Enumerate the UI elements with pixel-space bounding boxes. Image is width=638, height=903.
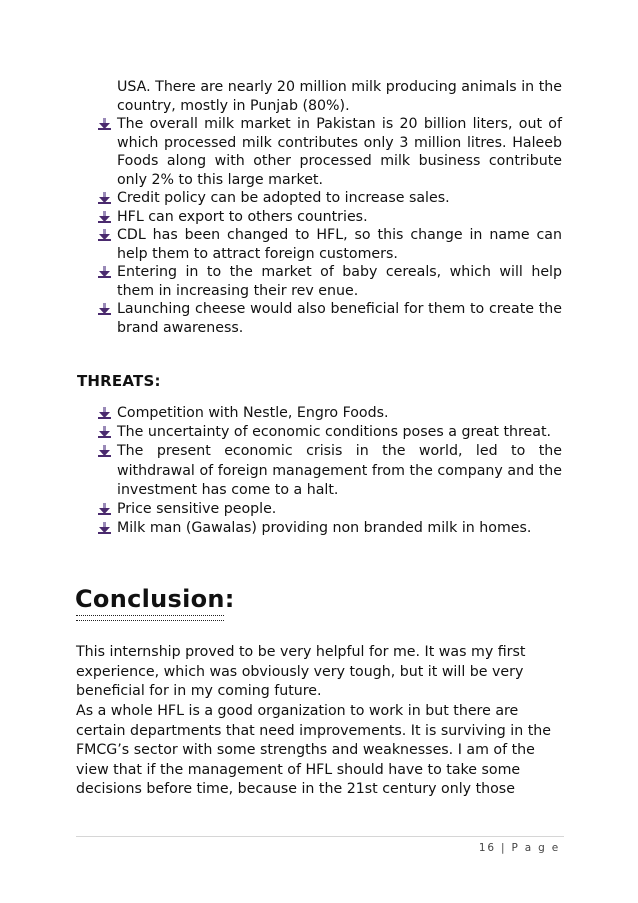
opportunities-list (98, 115, 562, 337)
list-item-text: Launching cheese would also beneficial for them to create the brand awareness. (117, 301, 562, 336)
list-item (98, 442, 562, 500)
arrow-bullet-icon (98, 407, 111, 419)
list-item-text: Price sensitive people. (117, 501, 277, 518)
footer-divider (76, 836, 564, 837)
conclusion-paragraph: As a whole HFL is a good organization to work in but there are certain departments that need improvements. It is surviving in the FMCG’s sector with some strengths and weaknesses. I am of the view that if the management of HFL should have to take some decisions before time, because in the 21st century only those (76, 703, 552, 797)
list-item-text: CDL has been changed to HFL, so this change in name can help them to attract foreign customers. (117, 227, 562, 262)
list-item (98, 263, 562, 300)
list-item (98, 189, 562, 208)
list-item (98, 208, 562, 227)
arrow-bullet-icon (98, 503, 111, 515)
footer-separator: | (501, 842, 507, 854)
list-item-text: Competition with Nestle, Engro Foods. (117, 405, 389, 421)
list-item (98, 404, 562, 423)
arrow-bullet-icon (98, 192, 111, 204)
page-label: P a g e (511, 842, 560, 854)
conclusion-heading: Conclusion: (75, 585, 235, 613)
list-item-text: Entering in to the market of baby cereals, which will help them in increasing their rev enue. (117, 264, 562, 299)
arrow-bullet-icon (98, 426, 111, 438)
list-item-text: The uncertainty of economic conditions poses a great threat. (117, 424, 552, 441)
arrow-bullet-icon (98, 266, 111, 278)
list-item (98, 300, 562, 337)
threats-list (98, 404, 562, 538)
list-item-text: Milk man (Gawalas) providing non branded milk in homes. (117, 520, 532, 537)
page-number: 16 (478, 842, 496, 854)
continued-paragraph: USA. There are nearly 20 million milk producing animals in the country, mostly in Punjab (80%). (117, 79, 562, 114)
arrow-bullet-icon (98, 303, 111, 315)
heading-underline (76, 615, 224, 621)
list-item (98, 519, 562, 538)
list-item (98, 115, 562, 189)
arrow-bullet-icon (98, 522, 111, 534)
arrow-bullet-icon (98, 229, 111, 241)
list-item (98, 500, 562, 519)
conclusion-paragraph: This internship proved to be very helpful for me. It was my first experience, which was obviously very tough, but it will be very beneficial for in my coming future. (76, 644, 526, 699)
list-item-text: Credit policy can be adopted to increase sales. (117, 190, 450, 206)
threats-heading: THREATS: (77, 372, 161, 390)
list-item (98, 226, 562, 263)
arrow-bullet-icon (98, 445, 111, 457)
page-footer (420, 842, 560, 854)
list-item-text: The present economic crisis in the world, led to the withdrawal of foreign management from the company and the investment has come to a halt. (117, 443, 562, 498)
arrow-bullet-icon (98, 118, 111, 130)
list-item-text: HFL can export to others countries. (117, 208, 368, 225)
list-item-text: The overall milk market in Pakistan is 20 billion liters, out of which processed milk contributes only 3 million litres. Haleeb Foods along with other processed milk business contribute only 2% to this large market. (117, 116, 562, 188)
arrow-bullet-icon (98, 211, 111, 223)
list-item (98, 423, 562, 442)
